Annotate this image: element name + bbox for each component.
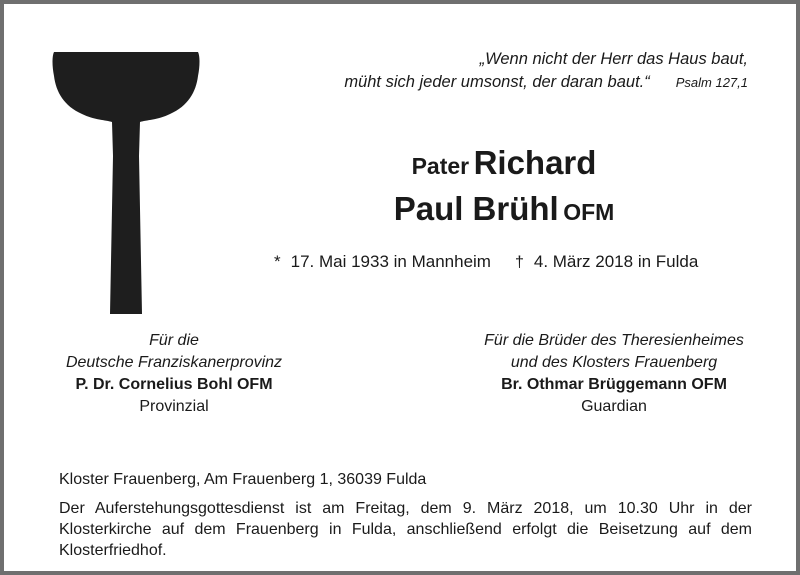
death-symbol: † bbox=[514, 254, 524, 271]
quote-reference: Psalm 127,1 bbox=[675, 75, 748, 90]
signature-right-line-2: und des Klosters Frauenberg bbox=[510, 354, 718, 371]
deceased-title: Pater bbox=[411, 153, 470, 179]
service-announcement: Der Auferstehungsgottesdienst ist am Freitag, dem 9. März 2018, um 10.30 Uhr in der Klosterkirche auf dem Frauenberg in Fulda, anschließend erfolgt die Beisetzung auf dem Klosterfriedhof. bbox=[59, 500, 752, 559]
death-date: 4. März 2018 in Fulda bbox=[533, 252, 699, 271]
signature-right-role: Guardian bbox=[581, 398, 647, 415]
quote-line-2-text: müht sich jeder umsonst, der daran baut.“ bbox=[344, 73, 650, 91]
signature-right-line-1: Für die Brüder des Theresienheimes bbox=[484, 332, 744, 349]
birth-date: 17. Mai 1933 in Mannheim bbox=[290, 252, 491, 271]
tau-cross-icon bbox=[50, 50, 202, 314]
quote-line-1: „Wenn nicht der Herr das Haus baut, bbox=[479, 50, 748, 68]
signature-left-role: Provinzial bbox=[139, 398, 209, 415]
quote-line-2 bbox=[344, 71, 748, 94]
deceased-name-line-2 bbox=[304, 190, 704, 228]
birth-symbol: * bbox=[274, 252, 281, 271]
bible-quote bbox=[344, 48, 748, 94]
monastery-address: Kloster Frauenberg, Am Frauenberg 1, 36039 Fulda bbox=[59, 471, 427, 488]
signature-right bbox=[444, 330, 784, 418]
signature-left-line-2: Deutsche Franziskanerprovinz bbox=[65, 354, 283, 371]
signature-left-name: P. Dr. Cornelius Bohl OFM bbox=[75, 376, 273, 393]
life-dates bbox=[274, 252, 698, 272]
deceased-name-line-1 bbox=[304, 144, 704, 182]
deceased-name: Paul Brühl bbox=[393, 190, 559, 227]
deceased-order: OFM bbox=[563, 199, 615, 225]
signature-left bbox=[34, 330, 314, 418]
signature-right-name: Br. Othmar Brüggemann OFM bbox=[501, 376, 727, 393]
signature-left-line-1: Für die bbox=[149, 332, 199, 349]
deceased-first-name: Richard bbox=[473, 144, 597, 181]
